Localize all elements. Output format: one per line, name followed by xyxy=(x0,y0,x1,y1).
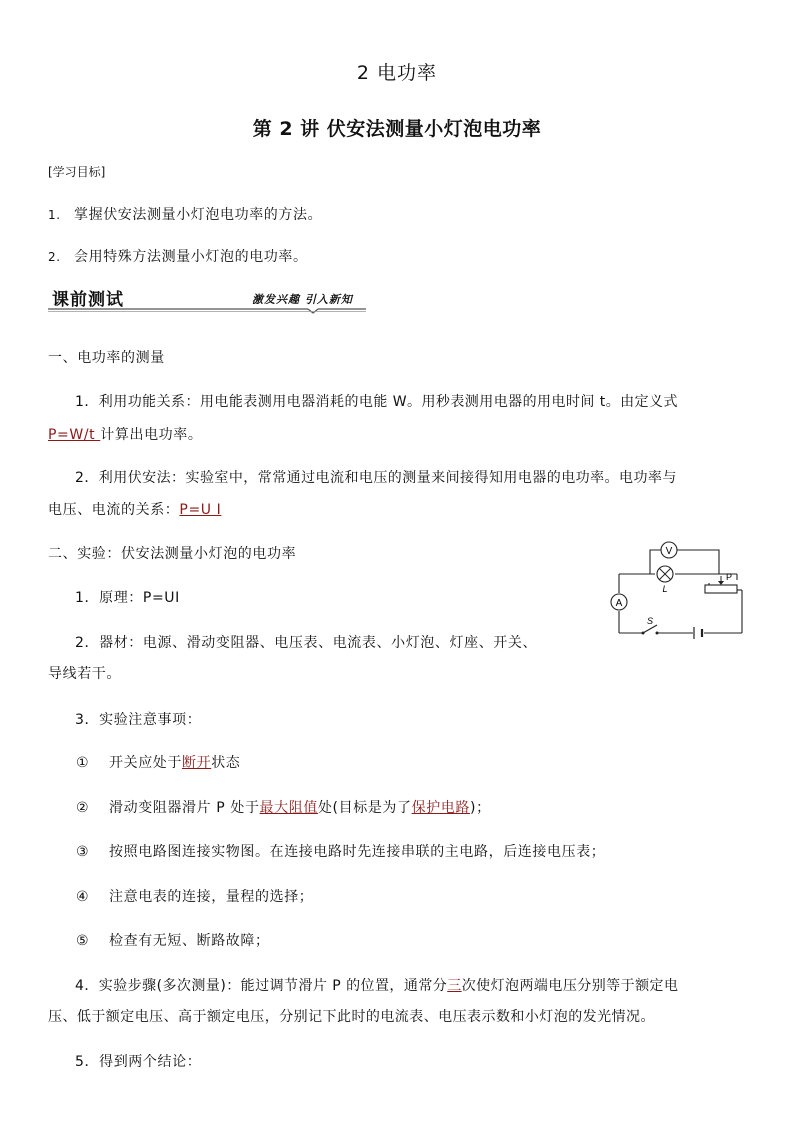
banner-underline xyxy=(46,300,368,316)
note-text: )； xyxy=(470,800,491,816)
paragraph-text: 电压、电流的关系： xyxy=(48,502,180,518)
paragraph xyxy=(48,424,202,444)
paragraph-text: 4．实验步骤(多次测量)：能过调节滑片 P 的位置，通常分 xyxy=(75,978,448,994)
slider-label: P xyxy=(726,572,733,582)
section-banner-subtitle: 激发兴趣 引入新知 xyxy=(252,293,353,306)
rheostat-symbol xyxy=(705,585,737,593)
paragraph: 2．利用伏安法：实验室中，常常通过电流和电压的测量来间接得知用电器的电功率。电功率与 xyxy=(75,470,677,486)
note-marker: ② xyxy=(76,800,90,816)
paragraph: 1．利用功能关系：用电能表测用电器消耗的电能 W。用秒表测用电器的用电时间 t。由定义式 xyxy=(75,394,678,410)
note-item xyxy=(76,797,491,817)
note-marker: ① xyxy=(76,755,90,771)
lesson-title: 第 2 讲 伏安法测量小灯泡电功率 xyxy=(252,118,542,140)
objectives-label: [学习目标] xyxy=(48,165,106,179)
paragraph xyxy=(75,975,678,995)
note-text: 滑动变阻器滑片 P 处于 xyxy=(109,800,260,816)
section-heading: 一、电功率的测量 xyxy=(48,350,165,366)
paragraph: 2．器材：电源、滑动变阻器、电压表、电流表、小灯泡、灯座、开关、 xyxy=(75,635,538,651)
note-item xyxy=(76,930,270,950)
answer-text: 保护电路 xyxy=(411,800,471,816)
note-marker: ⑤ xyxy=(76,933,90,949)
switch-label: S xyxy=(647,616,654,626)
paragraph: 3．实验注意事项： xyxy=(75,712,202,728)
paragraph xyxy=(48,499,221,519)
note-text: 状态 xyxy=(211,755,241,771)
paragraph: 压、低于额定电压、高于额定电压，分别记下此时的电流表、电压表示数和小灯泡的发光情况。 xyxy=(48,1009,655,1025)
voltmeter-label: V xyxy=(665,546,673,557)
objective-text: 会用特殊方法测量小灯泡的电功率。 xyxy=(74,249,308,265)
note-text: 按照电路图连接实物图。在连接电路时先连接串联的主电路，后连接电压表； xyxy=(109,844,606,860)
objective-number: 1. xyxy=(48,208,61,222)
note-item xyxy=(76,886,313,906)
answer-text: 断开 xyxy=(182,755,212,771)
note-text: 检查有无短、断路故障； xyxy=(109,933,270,949)
objective-item xyxy=(48,204,322,224)
answer-text: 最大阻值 xyxy=(259,800,318,816)
note-marker: ③ xyxy=(76,844,90,860)
paragraph: 5．得到两个结论： xyxy=(75,1054,202,1070)
answer-text: P=W/t xyxy=(48,427,101,443)
answer-text: 三 xyxy=(447,978,462,994)
objective-item xyxy=(48,246,308,266)
page-title: 2 电功率 xyxy=(356,62,438,84)
paragraph: 导线若干。 xyxy=(48,666,121,682)
circuit-diagram xyxy=(605,538,750,640)
ammeter-label: A xyxy=(615,598,623,609)
note-marker: ④ xyxy=(76,889,90,905)
note-text: 开关应处于 xyxy=(109,755,182,771)
note-item xyxy=(76,752,240,772)
objective-text: 掌握伏安法测量小灯泡电功率的方法。 xyxy=(74,207,323,223)
section-heading: 二、实验：伏安法测量小灯泡的电功率 xyxy=(48,546,297,562)
note-text: 处(目标是为了 xyxy=(317,800,412,816)
paragraph: 1．原理：P=UI xyxy=(75,590,180,606)
section-banner-title: 课前测试 xyxy=(52,290,124,310)
lamp-label: L xyxy=(662,584,668,594)
objective-number: 2. xyxy=(48,250,61,264)
paragraph-text: 次使灯泡两端电压分别等于额定电 xyxy=(461,978,679,994)
note-text: 注意电表的连接，量程的选择； xyxy=(109,889,314,905)
paragraph-text: 计算出电功率。 xyxy=(100,427,203,443)
note-item xyxy=(76,841,605,861)
answer-text: P=U I xyxy=(179,502,222,518)
